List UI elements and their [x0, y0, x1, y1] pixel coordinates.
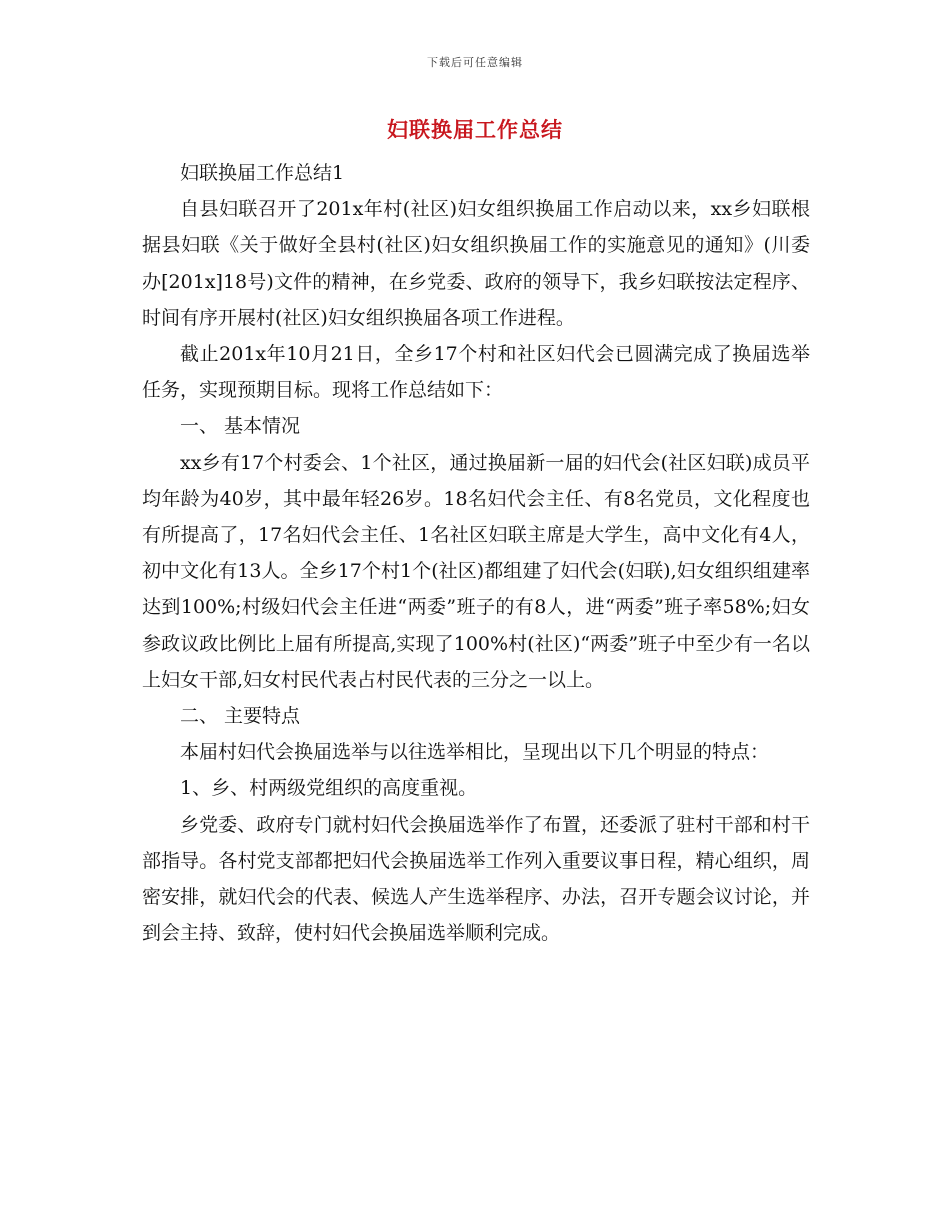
intro-paragraph: 自县妇联召开了201x年村(社区)妇女组织换届工作启动以来，xx乡妇联根据县妇联《关于做好全县村(社区)妇女组织换届工作的实施意见的通知》(川委办[201x]18号)文件的精神，在乡党委、政府的领导下，我乡妇联按法定程序、时间有序开展村(社区)妇女组织换届各项工作进程。 [142, 198, 810, 329]
features-intro-paragraph: 本届村妇代会换届选举与以往选举相比，呈现出以下几个明显的特点： [180, 741, 770, 764]
feature-heading-1: 1、乡、村两级党组织的高度重视。 [180, 777, 478, 800]
basic-info-paragraph: xx乡有17个村委会、1个社区，通过换届新一届的妇代会(社区妇联)成员平均年龄为40岁，其中最年轻26岁。18名妇代会主任、有8名党员，文化程度也有所提高了，17名妇代会主任、1名社区妇联主席是大学生，高中文化有4人，初中文化有13人。全乡17个村1个(社区)都组建了妇代会(妇联),妇女组织组建率达到100%;村级妇代会主任进“两委”班子的有8人，进“两委”班子率58%;妇女参政议政比例比上届有所提高,实现了100%村(社区)“两委”班子中至少有一名以上妇女干部,妇女村民代表占村民代表的三分之一以上。 [142, 451, 810, 691]
feature-1-paragraph: 乡党委、政府专门就村妇代会换届选举作了布置，还委派了驻村干部和村干部指导。各村党支部都把妇代会换届选举工作列入重要议事日程，精心组织，周密安排，就妇代会的代表、候选人产生选举程序、办法，召开专题会议讨论，并到会主持、致辞，使村妇代会换届选举顺利完成。 [142, 813, 810, 945]
subtitle-paragraph: 妇联换届工作总结1 [180, 162, 345, 184]
section-heading-features: 二、 主要特点 [180, 705, 301, 728]
document-title: 妇联换届工作总结 [387, 117, 563, 142]
section-heading-basic: 一、 基本情况 [180, 415, 301, 438]
document-body [142, 155, 810, 951]
header-note: 下载后可任意编辑 [427, 56, 523, 69]
summary-paragraph: 截止201x年10月21日，全乡17个村和社区妇代会已圆满完成了换届选举任务，实现预期目标。现将工作总结如下： [142, 343, 810, 402]
